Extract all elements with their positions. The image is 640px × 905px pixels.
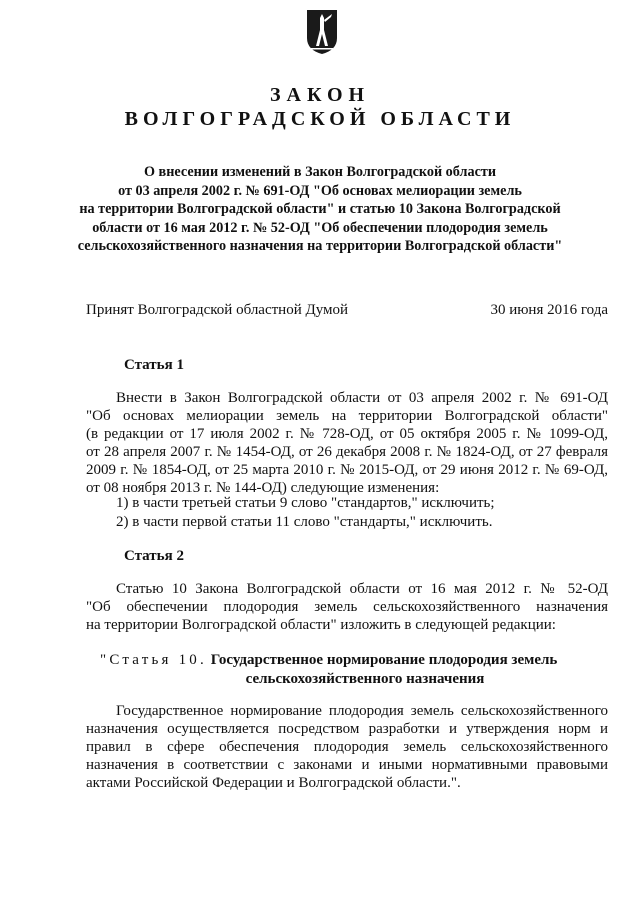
- region-title: ВОЛГОГРАДСКОЙ ОБЛАСТИ: [124, 108, 516, 130]
- subtitle-line: от 03 апреля 2002 г. № 691-ОД "Об основах мелиорации земель: [118, 182, 522, 199]
- paragraph-line: Внести в Закон Волгоградской области от 03 апреля 2002 г. № 691-ОД: [116, 390, 608, 406]
- paragraph-line: (в редакции от 17 июля 2002 г. № 728-ОД, от 05 октября 2005 г. № 1099-ОД,: [86, 426, 608, 443]
- subtitle-line: О внесении изменений в Закон Волгоградской области: [143, 164, 497, 180]
- article-1-heading: Статья 1: [124, 357, 184, 373]
- paragraph-line: назначения в соответствии с законами и иными нормативными правовыми: [86, 757, 608, 774]
- paragraph-line: Государственное нормирование плодородия земель сельскохозяйственного: [116, 703, 608, 719]
- article-1-text: [86, 389, 608, 498]
- paragraph-line: правил в сфере обеспечения плодородия земель сельскохозяйственного: [86, 739, 608, 756]
- subtitle-line: сельскохозяйственного назначения на территории Волгоградской области": [77, 238, 563, 254]
- law-title: ЗАКОН: [269, 84, 371, 106]
- paragraph-line: от 08 ноября 2013 г. № 144-ОД) следующие изменения:: [86, 480, 440, 497]
- article-10-prefix: "Статья 10.: [100, 652, 207, 668]
- article-10-title-cont: сельскохозяйственного назначения: [245, 670, 485, 687]
- paragraph-line: от 28 апреля 2007 г. № 1454-ОД, от 26 декабря 2008 г. № 1824-ОД, от 27 февраля: [86, 444, 608, 461]
- paragraph-line: 2009 г. № 1854-ОД, от 25 марта 2010 г. № 2015-ОД, от 29 июня 2012 г. № 69-ОД,: [86, 462, 608, 479]
- article-10-title: Государственное нормирование плодородия земель: [210, 652, 558, 668]
- subtitle-line: области от 16 мая 2012 г. № 52-ОД "Об обеспечении плодородия земель: [92, 219, 548, 236]
- paragraph-line: назначения осуществляется посредством разработки и утверждения норм и: [86, 721, 608, 738]
- adopted-by: Принят Волгоградской областной Думой: [86, 302, 349, 318]
- article-10-text: [86, 702, 608, 792]
- list-item: 2) в части первой статьи 11 слово "стандарты," исключить.: [116, 513, 493, 530]
- article-10-heading: [100, 651, 558, 688]
- subtitle-line: на территории Волгоградской области" и статью 10 Закона Волгоградской: [79, 201, 561, 217]
- paragraph-line: "Об основах мелиорации земель на территории Волгоградской области": [86, 408, 608, 425]
- adoption-date: 30 июня 2016 года: [490, 302, 608, 318]
- law-subtitle: [60, 163, 580, 256]
- article-2-heading: Статья 2: [124, 548, 184, 564]
- article-2-text: [86, 580, 608, 634]
- paragraph-line: на территории Волгоградской области" изложить в следующей редакции:: [86, 617, 556, 634]
- article-1-list: [116, 494, 495, 531]
- volgograd-coat-of-arms-icon: [305, 8, 339, 56]
- adoption-line: [86, 302, 608, 322]
- paragraph-line: актами Российской Федерации и Волгоградской области.".: [86, 775, 461, 792]
- paragraph-line: Статью 10 Закона Волгоградской области от 16 мая 2012 г. № 52-ОД: [116, 581, 608, 597]
- paragraph-line: "Об обеспечении плодородия земель сельскохозяйственного назначения: [86, 599, 608, 616]
- list-item: 1) в части третьей статьи 9 слово "стандартов," исключить;: [116, 495, 495, 511]
